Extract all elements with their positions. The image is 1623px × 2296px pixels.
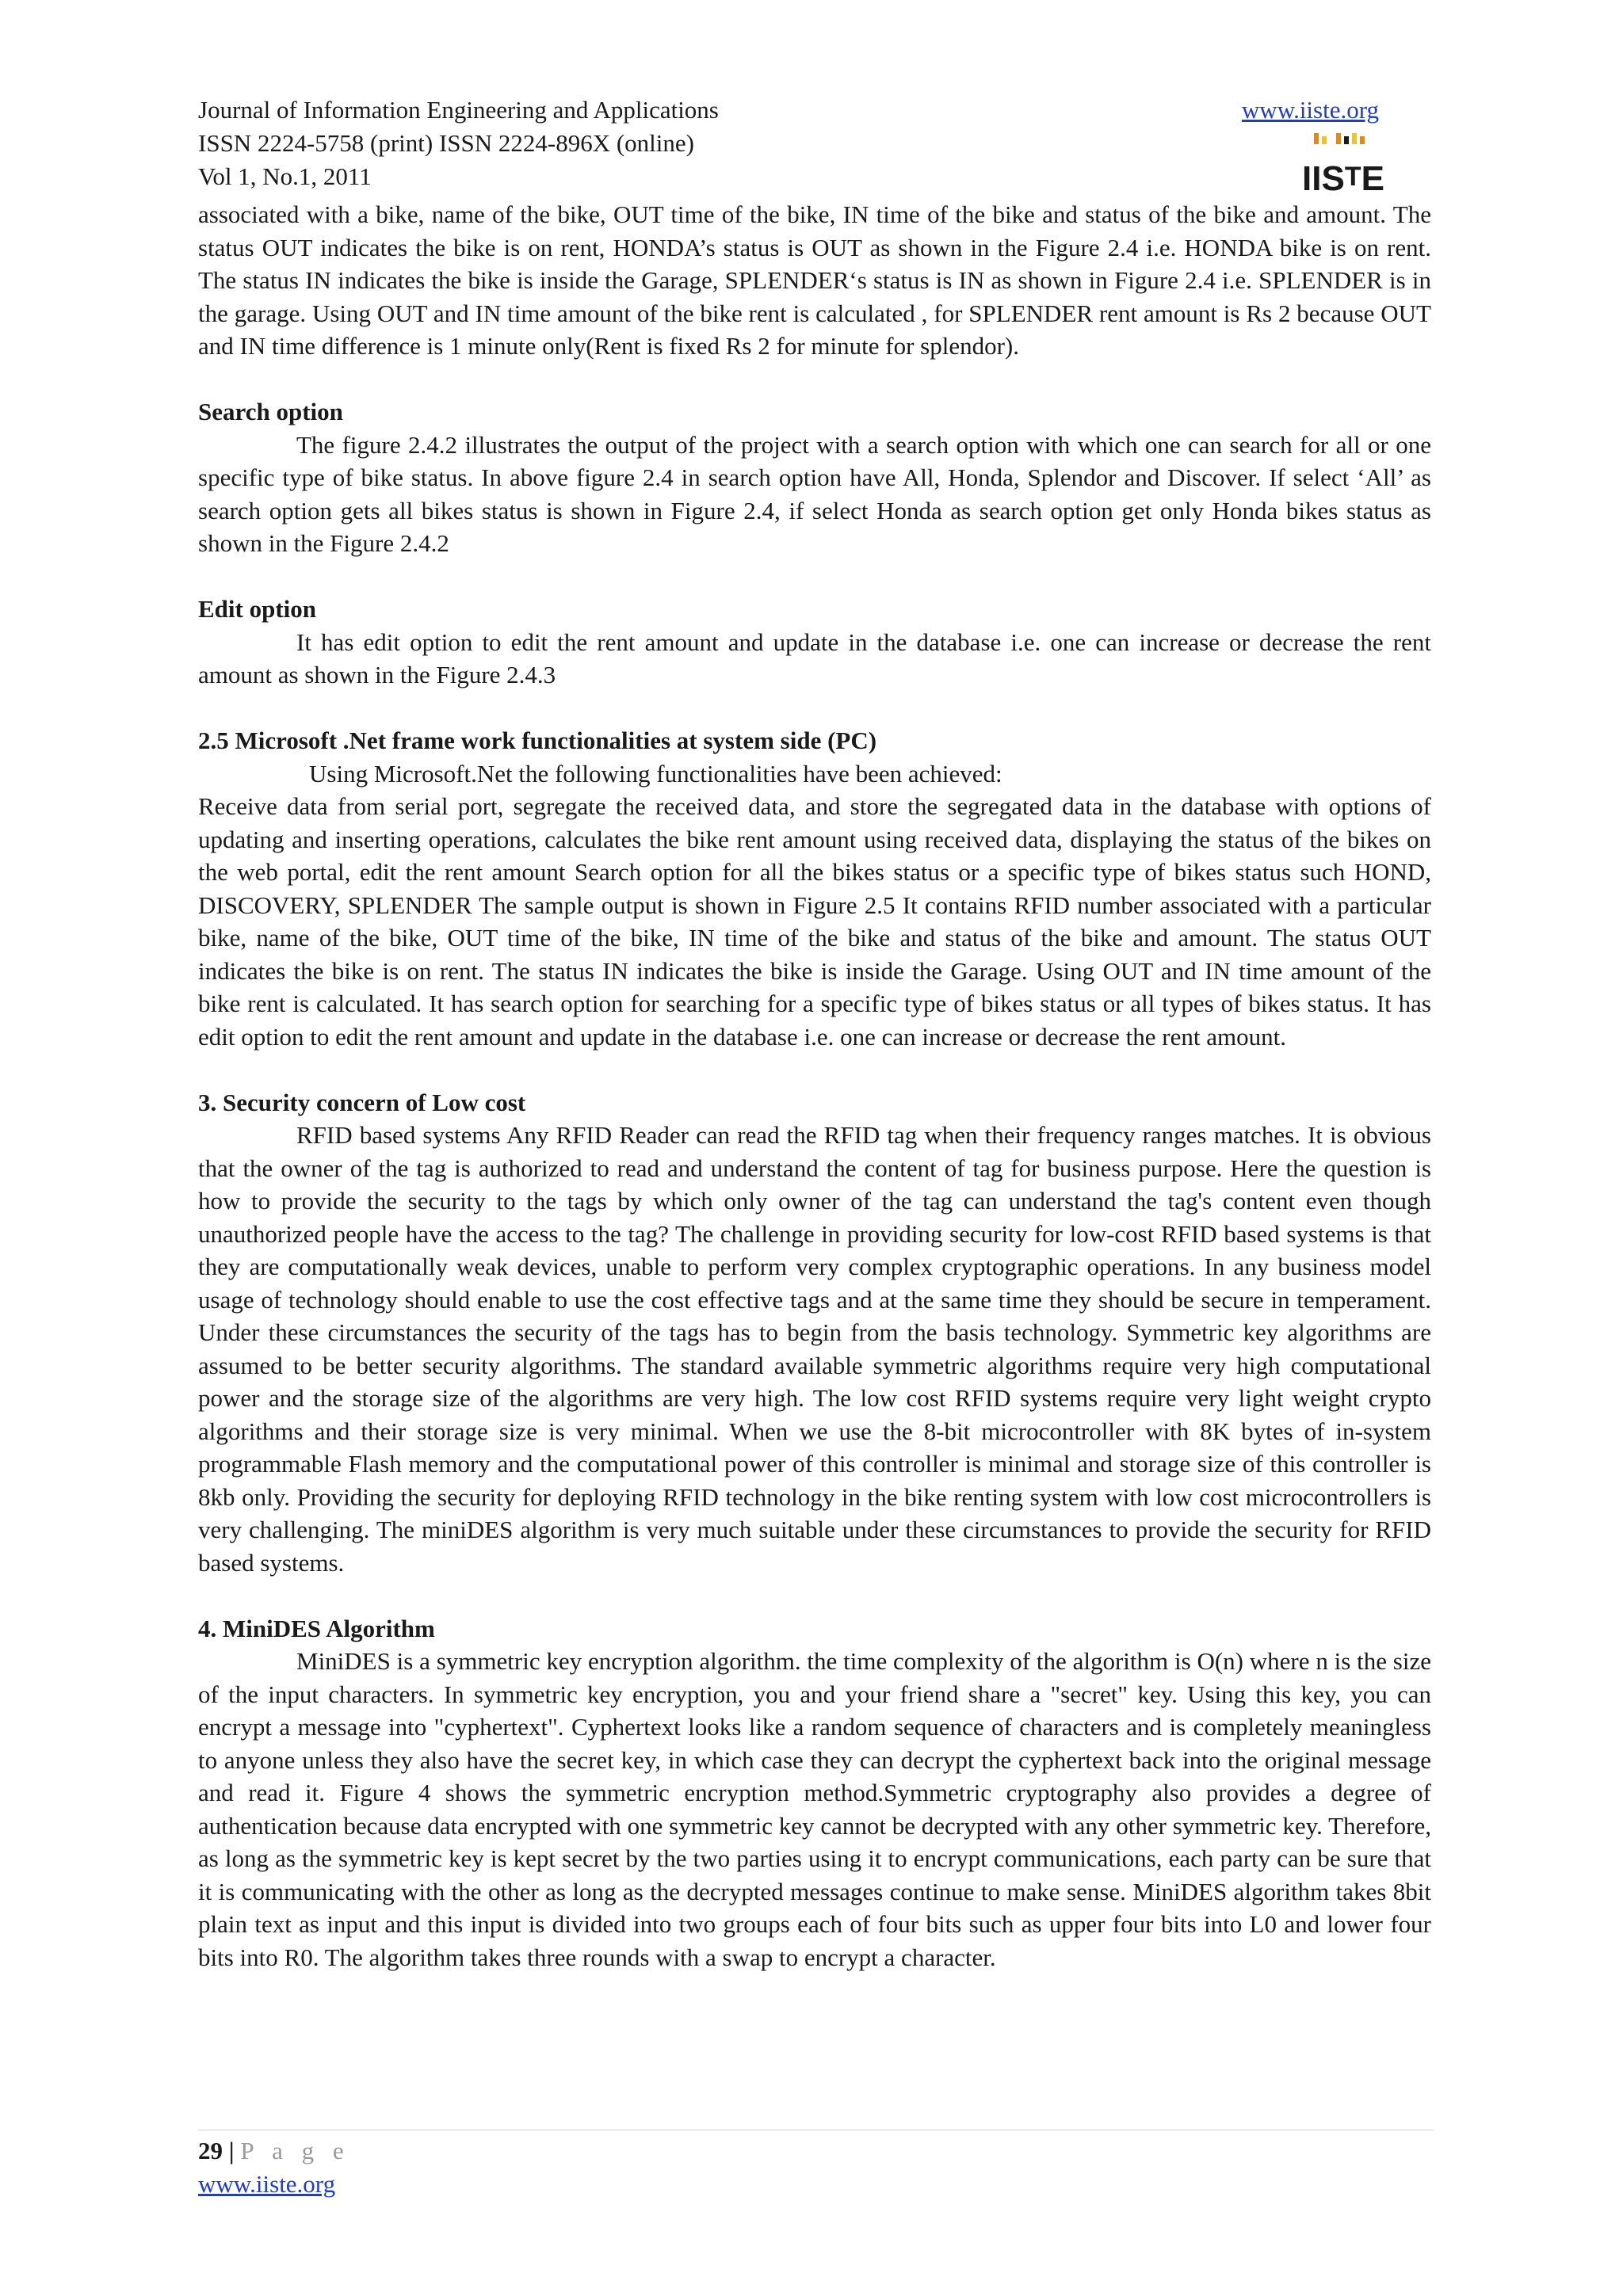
page-separator: | bbox=[223, 2137, 241, 2164]
journal-info bbox=[198, 93, 719, 193]
edit-option-heading: Edit option bbox=[198, 595, 317, 623]
footer-site-link[interactable]: www.iiste.org bbox=[198, 2170, 336, 2198]
section-4-heading: 4. MiniDES Algorithm bbox=[198, 1614, 435, 1642]
section-3-paragraph: RFID based systems Any RFID Reader can read the RFID tag when their frequency ranges matches. It is obvious that the owner of the tag is authorized to read and understand the content of tag for business purpose. Here the question is how to provide the security to the tags by which only owner of the tag can understand the tag's content even though unauthorized people have the access to the tag? The challenge in providing security for low-cost RFID based systems is that they are computationally weak devices, unable to perform very complex cryptographic operations. In any business model usage of technology should enable to use the cost effective tags and at the same time they should be secure in temperament. Under these circumstances the security of the tags has to begin from the basis technology. Symmetric key algorithms are assumed to be better security algorithms. The standard available symmetric algorithms require very high computational power and the storage size of the algorithms are very high. The low cost RFID systems require very light weight crypto algorithms and their storage size is very minimal. When we use the 8-bit microcontroller with 8K bytes of in-system programmable Flash memory and the computational power of this controller is minimal and storage size of this controller is 8kb only. Providing the security for deploying RFID technology in the bike renting system with low cost microcontrollers is very challenging. The miniDES algorithm is very much suitable under these circumstances to provide the security for RFID based systems. bbox=[198, 1121, 1431, 1577]
iiste-logo bbox=[1302, 132, 1384, 198]
search-option-paragraph: The figure 2.4.2 illustrates the output of the project with a search option with which one can search for all or one specific type of bike status. In above figure 2.4 in search option have All, Honda, Splendor and Discover. If select ‘All’ as search option gets all bikes status is shown in Figure 2.4, if select Honda as search option get only Honda bikes status as shown in the Figure 2.4.2 bbox=[198, 430, 1431, 557]
section-2-5-heading: 2.5 Microsoft .Net frame work functionalities at system side (PC) bbox=[198, 727, 877, 754]
section-3-heading: 3. Security concern of Low cost bbox=[198, 1088, 526, 1116]
search-option-heading: Search option bbox=[198, 398, 343, 425]
page-number: 29 bbox=[198, 2137, 223, 2164]
svg-text:IISTE: IISTE bbox=[1302, 159, 1384, 198]
page-body bbox=[198, 198, 1431, 2007]
page-label: P a g e bbox=[240, 2137, 350, 2164]
page-footer bbox=[198, 2134, 350, 2201]
page-header bbox=[198, 93, 1384, 198]
edit-option-paragraph: It has edit option to edit the rent amount and update in the database i.e. one can increase or decrease the rent amount as shown in the Figure 2.4.3 bbox=[198, 627, 1431, 688]
section-2-5-paragraph: Receive data from serial port, segregate the received data, and store the segregated data in the database with options of updating and inserting operations, calculates the bike rent amount using received data, displaying the status of the bikes on the web portal, edit the rent amount Search option for all the bikes status or a specific type of bikes status such HOND, DISCOVERY, SPLENDER The sample output is shown in Figure 2.5 It contains RFID number associated with a particular bike, name of the bike, OUT time of the bike, IN time of the bike and status of the bike and amount. The status OUT indicates the bike is on rent. The status IN indicates the bike is inside the Garage. Using OUT and IN time amount of the bike rent is calculated. It has search option for searching for a specific type of bikes status or all types of bikes status. It has edit option to edit the rent amount and update in the database i.e. one can increase or decrease the rent amount. bbox=[198, 792, 1431, 1051]
section-4-paragraph: MiniDES is a symmetric key encryption algorithm. the time complexity of the algorithm is O(n) where n is the size of the input characters. In symmetric key encryption, you and your friend share a "secret" key. Using this key, you can encrypt a message into "cyphertext". Cyphertext looks like a random sequence of characters and is completely meaningless to anyone unless they also have the secret key, in which case they can decrypt the cyphertext back into the original message and read it. Figure 4 shows the symmetric encryption method.Symmetric cryptography also provides a degree of authentication because data encrypted with one symmetric key cannot be decrypted with any other symmetric key. Therefore, as long as the symmetric key is kept secret by the two parties using it to encrypt communications, each party can be sure that it is communicating with the other as long as the decrypted messages continue to make sense. MiniDES algorithm takes 8bit plain text as input and this input is divided into two groups each of four bits such as upper four bits into L0 and lower four bits into R0. The algorithm takes three rounds with a swap to encrypt a character. bbox=[198, 1647, 1431, 1971]
journal-title: Journal of Information Engineering and Applications bbox=[198, 96, 719, 124]
journal-volume: Vol 1, No.1, 2011 bbox=[198, 162, 372, 190]
journal-issn: ISSN 2224-5758 (print) ISSN 2224-896X (online) bbox=[198, 129, 694, 157]
page-number-line bbox=[198, 2134, 350, 2168]
section-2-5-intro: Using Microsoft.Net the following functionalities have been achieved: bbox=[309, 759, 1002, 788]
header-site-link[interactable]: www.iiste.org bbox=[1241, 96, 1379, 124]
intro-paragraph: associated with a bike, name of the bike, OUT time of the bike, IN time of the bike and status of the bike and amount. The status OUT indicates the bike is on rent, HONDA’s status is OUT as shown in the Figure 2.4 i.e. HONDA bike is on rent. The status IN indicates the bike is inside the Garage, SPLENDER‘s status is IN as shown in Figure 2.4 i.e. SPLENDER is in the garage. Using OUT and IN time amount of the bike rent is calculated , for SPLENDER rent amount is Rs 2 because OUT and IN time difference is 1 minute only(Rent is fixed Rs 2 for minute for splendor). bbox=[198, 200, 1431, 360]
